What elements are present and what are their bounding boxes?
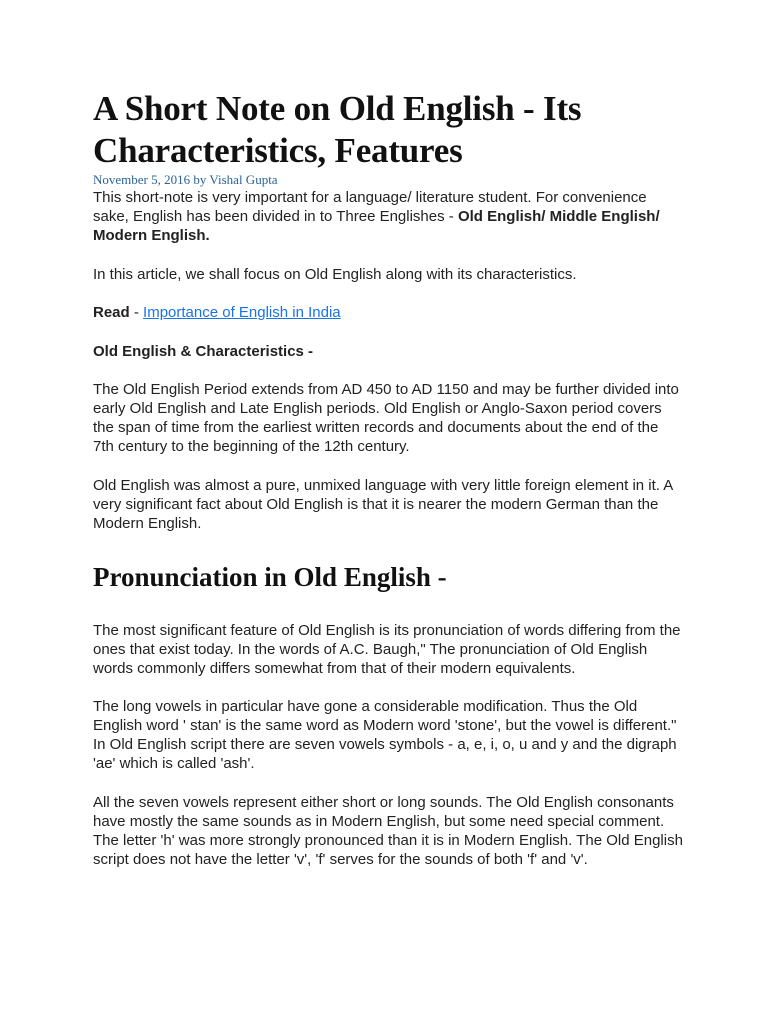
period-paragraph: The Old English Period extends from AD 450 to AD 1150 and may be further divided into early Old English and Late English periods. Old English or Anglo-Saxon period covers the span of time from the earliest written records and documents about the end of the 7th century to the beginning of the 12th century. (93, 381, 679, 455)
intro-bold: Old English/ Middle English/ Modern English. (93, 208, 660, 244)
read-more-link[interactable]: Importance of English in India (143, 304, 341, 321)
intro-text: This short-note is very important for a language/ literature student. For convenience sake, English has been divided in to Three Englishes - (93, 189, 647, 225)
pronunciation-paragraph: The most significant feature of Old English is its pronunciation of words differing from the ones that exist today. In the words of A.C. Baugh," The pronunciation of Old English words commonly differs somewhat from that of their modern equivalents. (93, 621, 681, 677)
read-more-line (93, 303, 683, 322)
subheading-text: Old English & Characteristics - (93, 342, 314, 360)
vowels-paragraph: The long vowels in particular have gone a considerable modification. Thus the Old English word ' stan' is the same word as Modern word 'stone', but the vowel is different." In Old English script there are seven vowels symbols - a, e, i, o, u and y and the digraph 'ae' which is called 'ash'. (93, 698, 677, 772)
subheading (93, 342, 683, 361)
article (93, 88, 683, 869)
read-separator: - (129, 304, 144, 321)
byline-by: by (193, 172, 210, 187)
byline (93, 172, 683, 188)
read-label: Read (93, 304, 130, 321)
pure-language-paragraph: Old English was almost a pure, unmixed language with very little foreign element in it. A very significant fact about Old English is that it is nearer the modern German than the Modern English. (93, 476, 673, 532)
article-title: A Short Note on Old English - Its Characteristics, Features (93, 89, 582, 170)
focus-paragraph: In this article, we shall focus on Old English along with its characteristics. (93, 265, 577, 283)
intro-paragraph (93, 188, 683, 245)
pronunciation-heading: Pronunciation in Old English - (93, 561, 447, 592)
seven-vowels-paragraph: All the seven vowels represent either short or long sounds. The Old English consonants have mostly the same sounds as in Modern English, but some need special comment. The letter 'h' was more strongly pronounced than it is in Modern English. The Old English script does not have the letter 'v', 'f' serves for the sounds of both 'f' and 'v'. (93, 793, 683, 868)
post-date-link[interactable]: November 5, 2016 (93, 172, 191, 187)
author-link[interactable]: Vishal Gupta (209, 172, 278, 187)
